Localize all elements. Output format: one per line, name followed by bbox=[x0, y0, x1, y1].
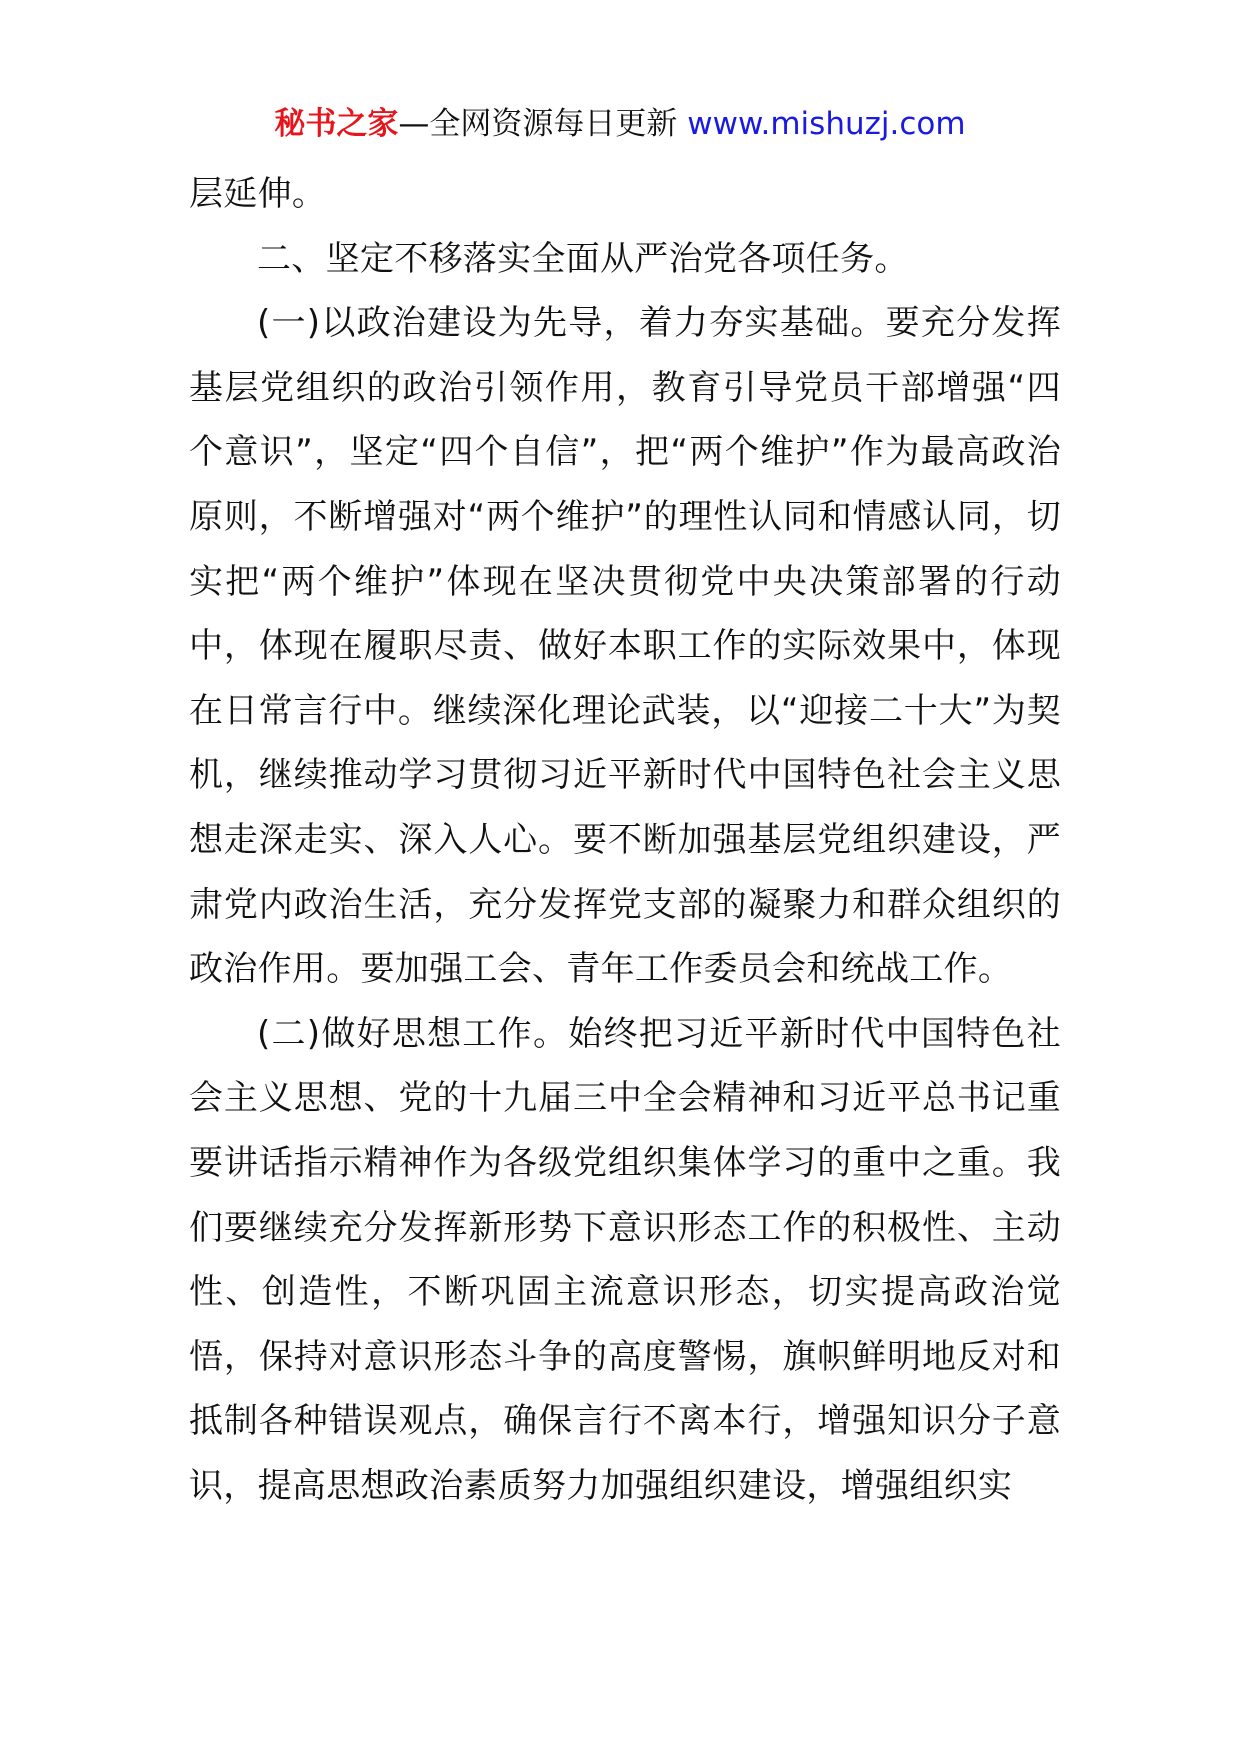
site-brand: 秘书之家 bbox=[274, 106, 399, 142]
site-url-link[interactable]: www.mishuzj.com bbox=[687, 106, 966, 142]
section-heading: 二、坚定不移落实全面从严治党各项任务。 bbox=[257, 238, 909, 279]
site-header bbox=[0, 104, 1240, 144]
paragraph-ideological-work: (二)做好思想工作。始终把习近平新时代中国特色社会主义思想、党的十九届三中全会精神和习近平总书记重要讲话指示精神作为各级党组织集体学习的重中之重。我们要继续充分发挥新形势下意识形态工作的积极性、主动性、创造性，不断巩固主流意识形态，切实提高政治觉悟，保持对意识形态斗争的高度警惕，旗帜鲜明地反对和抵制各种错误观点，确保言行不离本行，增强知识分子意识，提高思想政治素质努力加强组织建设，增强组织实 bbox=[189, 1013, 1061, 1506]
paragraph-continuation: 层延伸。 bbox=[189, 174, 327, 214]
document-body bbox=[189, 162, 1061, 1518]
site-slogan: —全网资源每日更新 bbox=[398, 106, 678, 142]
paragraph-political-construction: (一)以政治建设为先导，着力夯实基础。要充分发挥基层党组织的政治引领作用，教育引导党员干部增强“四个意识”，坚定“四个自信”，把“两个维护”作为最高政治原则，不断增强对“两个维护”的理性认同和情感认同，切实把“两个维护”体现在坚决贯彻党中央决策部署的行动中，体现在履职尽责、做好本职工作的实际效果中，体现在日常言行中。继续深化理论武装，以“迎接二十大”为契机，继续推动学习贯彻习近平新时代中国特色社会主义思想走深走实、深入人心。要不断加强基层党组织建设，严肃党内政治生活，充分发挥党支部的凝聚力和群众组织的政治作用。要加强工会、青年工作委员会和统战工作。 bbox=[189, 303, 1061, 990]
